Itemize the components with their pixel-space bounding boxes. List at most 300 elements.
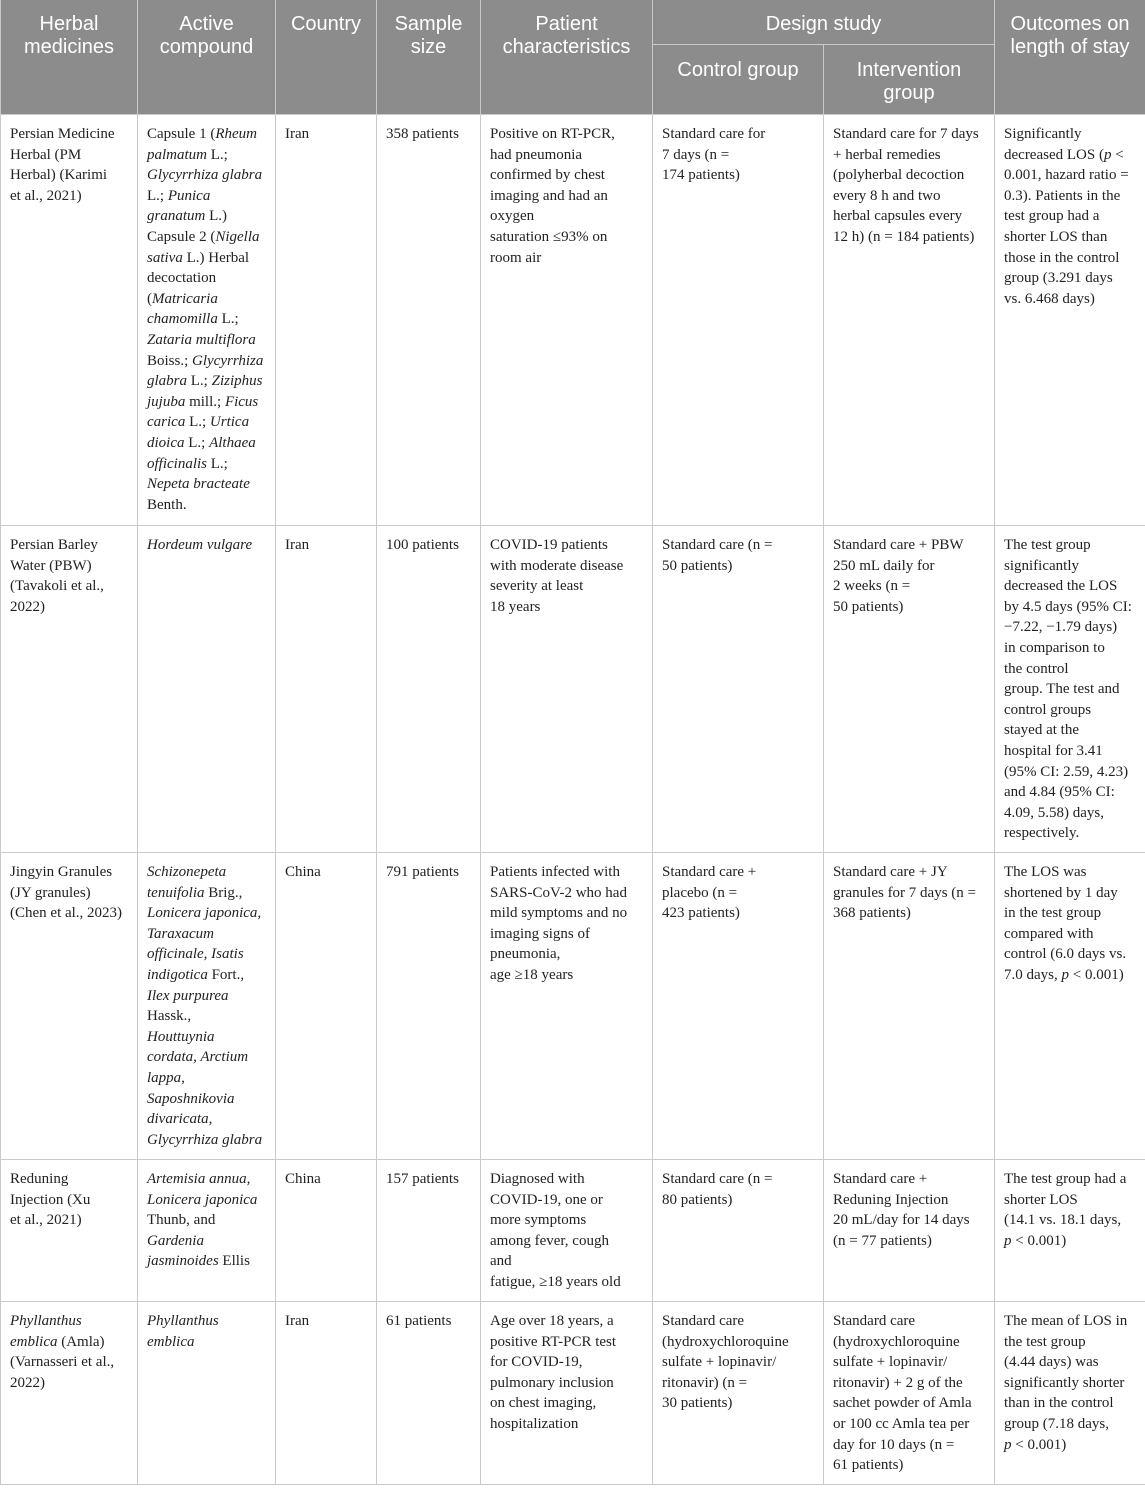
control-group-cell	[653, 1302, 824, 1485]
header-sample-size: Sample size	[377, 0, 481, 115]
italic-text: indigotica	[147, 966, 208, 983]
intervention-group-cell-line: ritonavir) + 2 g of the	[833, 1374, 963, 1391]
italic-text: jujuba	[147, 393, 186, 410]
active-compound-cell-line	[147, 1089, 266, 1110]
active-compound-cell-line	[147, 145, 266, 166]
text-segment: Capsule 1 (	[147, 126, 216, 142]
text-segment: < 0.001)	[1011, 1232, 1067, 1249]
outcomes-cell-line	[1004, 1435, 1136, 1456]
outcomes-cell-line	[1004, 638, 1136, 659]
table-row	[1, 526, 1145, 853]
patient-characteristics-cell-line: Diagnosed with	[490, 1171, 585, 1187]
text-segment: mill.;	[185, 393, 225, 410]
outcomes-cell-line	[1004, 535, 1136, 556]
italic-text: emblica	[147, 1333, 195, 1350]
text-segment: hospital for 3.41	[1004, 742, 1103, 759]
italic-text: Schizonepeta	[147, 864, 227, 880]
active-compound-cell-line	[147, 1130, 266, 1151]
outcomes-cell-line	[1004, 1352, 1136, 1373]
header-design-study: Design study	[653, 0, 995, 45]
italic-text: palmatum	[147, 146, 207, 163]
outcomes-cell-line	[1004, 227, 1136, 248]
control-group-cell-line: 50 patients)	[662, 557, 733, 574]
text-segment: <	[1111, 146, 1124, 163]
italic-text: dioica	[147, 434, 185, 451]
active-compound-cell-line	[147, 1068, 266, 1089]
italic-text: Taraxacum	[147, 925, 214, 942]
active-compound-cell-line	[147, 392, 266, 413]
outcomes-cell-line	[1004, 165, 1136, 186]
italic-text: Saposhnikovia	[147, 1090, 235, 1107]
patient-characteristics-cell-line: severity at least	[490, 578, 584, 595]
herbal-medicine-cell-line: Persian Barley	[10, 537, 98, 553]
sample-size-cell: 358 patients	[377, 115, 481, 526]
herbal-medicine-cell-line: (JY granules)	[10, 884, 91, 901]
active-compound-cell-line	[147, 186, 266, 207]
text-segment: L.;	[184, 434, 210, 451]
intervention-group-cell	[824, 526, 995, 853]
text-segment: group (3.291 days	[1004, 270, 1113, 287]
country-cell: China	[276, 853, 377, 1160]
header-intervention-group: Intervention group	[824, 45, 995, 115]
italic-text: Ficus	[224, 393, 259, 410]
patient-characteristics-cell-line: among fever, cough	[490, 1232, 609, 1249]
control-group-cell-line: Standard care +	[662, 864, 757, 880]
text-segment: The LOS was	[1004, 864, 1087, 880]
country-cell: Iran	[276, 526, 377, 853]
text-segment: and 4.84 (95% CI:	[1004, 784, 1115, 801]
italic-text: officinale, Isatis	[147, 946, 244, 963]
italic-text: Zataria multiflora	[147, 331, 256, 348]
text-segment: Fort.,	[207, 966, 245, 983]
outcomes-cell-line	[1004, 206, 1136, 227]
italic-text: Matricaria	[152, 290, 218, 307]
active-compound-cell-line	[147, 1027, 266, 1048]
header-outcomes: Outcomes on length of stay	[995, 0, 1145, 115]
outcomes-cell-line	[1004, 1190, 1136, 1211]
italic-text: emblica	[10, 1333, 58, 1350]
text-segment: the control	[1004, 660, 1069, 677]
intervention-group-cell-line: Standard care for 7 days	[833, 126, 979, 142]
outcomes-cell-line	[1004, 762, 1136, 783]
outcomes-cell-line	[1004, 617, 1136, 638]
patient-characteristics-cell-line: room air	[490, 249, 542, 266]
patient-characteristics-cell-line: saturation ≤93% on	[490, 228, 608, 245]
outcomes-cell-line	[1004, 903, 1136, 924]
outcomes-cell-line	[1004, 659, 1136, 680]
active-compound-cell-line	[147, 535, 266, 556]
outcomes-cell-line	[1004, 1373, 1136, 1394]
outcomes-cell-line	[1004, 1414, 1136, 1435]
active-compound-cell-line	[147, 433, 266, 454]
active-compound-cell	[138, 526, 276, 853]
herbal-medicine-cell-line: Water (PBW)	[10, 557, 92, 574]
herbal-medicine-cell	[1, 1302, 138, 1485]
patient-characteristics-cell	[481, 115, 653, 526]
patient-characteristics-cell-line: and	[490, 1253, 512, 1270]
outcomes-cell-line	[1004, 576, 1136, 597]
intervention-group-cell-line: herbal capsules every	[833, 208, 963, 225]
text-segment: significantly	[1004, 557, 1079, 574]
active-compound-cell-line	[147, 474, 266, 495]
text-segment: significantly shorter	[1004, 1374, 1125, 1391]
country-cell: China	[276, 1160, 377, 1302]
active-compound-cell-line	[147, 268, 266, 289]
text-segment: The mean of LOS in	[1004, 1313, 1128, 1329]
outcomes-cell-line	[1004, 1210, 1136, 1231]
outcomes-cell-line	[1004, 679, 1136, 700]
control-group-cell-line: 30 patients)	[662, 1395, 733, 1412]
outcomes-cell-line	[1004, 803, 1136, 824]
patient-characteristics-cell-line: Age over 18 years, a	[490, 1313, 614, 1329]
text-segment: (4.44 days) was	[1004, 1354, 1099, 1371]
text-segment: stayed at the	[1004, 722, 1079, 739]
header-active-compound: Active compound	[138, 0, 276, 115]
active-compound-cell-line	[147, 1190, 266, 1211]
intervention-group-cell-line: (polyherbal decoction	[833, 167, 965, 184]
text-segment: The test group	[1004, 537, 1091, 553]
active-compound-cell-line	[147, 924, 266, 945]
outcomes-cell	[995, 1160, 1145, 1302]
intervention-group-cell-line: every 8 h and two	[833, 187, 941, 204]
outcomes-cell-line	[1004, 556, 1136, 577]
herbal-medicine-cell-line: Reduning	[10, 1171, 69, 1187]
italic-text: jasminoides	[147, 1253, 219, 1270]
control-group-cell-line: Standard care	[662, 1313, 745, 1329]
active-compound-cell-line	[147, 1210, 266, 1231]
patient-characteristics-cell-line: with moderate disease	[490, 557, 624, 574]
herbal-medicine-cell-line	[10, 1352, 128, 1373]
italic-text: carica	[147, 414, 186, 431]
herbal-medicine-cell	[1, 1160, 138, 1302]
herbal-medicine-cell-line: 2022)	[10, 598, 45, 615]
herbal-medicine-cell	[1, 115, 138, 526]
text-segment: 0.001, hazard ratio =	[1004, 167, 1129, 184]
herbal-medicine-cell	[1, 526, 138, 853]
text-segment: in the test group	[1004, 905, 1102, 922]
italic-text: Glycyrrhiza glabra	[147, 167, 263, 184]
text-segment: Significantly	[1004, 126, 1082, 142]
intervention-group-cell	[824, 1160, 995, 1302]
control-group-cell-line: 174 patients)	[662, 167, 740, 184]
text-segment: (Amla)	[57, 1333, 105, 1350]
text-segment: 7.0 days,	[1004, 966, 1062, 983]
italic-text: Gardenia	[147, 1232, 204, 1249]
intervention-group-cell-line: granules for 7 days (n =	[833, 884, 977, 901]
text-segment: decreased the LOS	[1004, 578, 1118, 595]
text-segment: test group had a	[1004, 208, 1100, 225]
active-compound-cell-line	[147, 883, 266, 904]
italic-text: glabra	[147, 373, 188, 390]
text-segment: L.;	[147, 187, 168, 204]
header-country: Country	[276, 0, 377, 115]
control-group-cell-line: sulfate + lopinavir/	[662, 1354, 777, 1371]
text-segment: 0.3). Patients in the	[1004, 187, 1121, 204]
intervention-group-cell	[824, 853, 995, 1160]
active-compound-cell-line	[147, 165, 266, 186]
patient-characteristics-cell	[481, 526, 653, 853]
text-segment: L.;	[187, 373, 212, 390]
table-header	[1, 0, 1145, 115]
italic-text: p	[1061, 966, 1069, 983]
patient-characteristics-cell-line: COVID-19 patients	[490, 537, 608, 553]
active-compound-cell-line	[147, 1251, 266, 1272]
header-patient-characteristics: Patient characteristics	[481, 0, 653, 115]
intervention-group-cell-line: sachet powder of Amla	[833, 1395, 972, 1412]
italic-text: Lonicera japonica	[147, 1191, 258, 1208]
control-group-cell-line: 423 patients)	[662, 905, 740, 922]
outcomes-cell-line	[1004, 186, 1136, 207]
control-group-cell-line: ritonavir) (n =	[662, 1374, 748, 1391]
patient-characteristics-cell-line: more symptoms	[490, 1212, 587, 1229]
text-segment: (95% CI: 2.59, 4.23)	[1004, 763, 1129, 780]
outcomes-cell	[995, 1302, 1145, 1485]
active-compound-cell	[138, 1160, 276, 1302]
text-segment: those in the control	[1004, 249, 1120, 266]
outcomes-cell-line	[1004, 741, 1136, 762]
intervention-group-cell-line: Standard care + PBW	[833, 537, 964, 553]
outcomes-cell-line	[1004, 597, 1136, 618]
herbal-medicine-cell-line: et al., 2021)	[10, 187, 82, 204]
italic-text: cordata, Arctium	[147, 1049, 249, 1066]
control-group-cell-line: Standard care (n =	[662, 537, 773, 553]
text-segment: decreased LOS (	[1004, 146, 1104, 163]
intervention-group-cell-line: or 100 cc Amla tea per	[833, 1415, 970, 1432]
text-segment: L.;	[207, 146, 228, 163]
active-compound-cell-line	[147, 1311, 266, 1332]
text-segment: L.;	[217, 311, 239, 328]
active-compound-cell-line	[147, 1169, 266, 1190]
intervention-group-cell	[824, 115, 995, 526]
active-compound-cell-line	[147, 227, 266, 248]
active-compound-cell-line	[147, 309, 266, 330]
active-compound-cell-line	[147, 206, 266, 227]
active-compound-cell-line	[147, 351, 266, 372]
sample-size-cell: 791 patients	[377, 853, 481, 1160]
herbal-medicine-cell-line: Herbal) (Karimi	[10, 167, 108, 184]
text-segment: Ellis	[218, 1253, 250, 1270]
text-segment: < 0.001)	[1069, 966, 1124, 983]
text-segment: Benth.	[147, 496, 187, 513]
intervention-group-cell	[824, 1302, 995, 1485]
italic-text: Glycyrrhiza glabra	[147, 1131, 263, 1148]
text-segment: shortened by 1 day	[1004, 884, 1118, 901]
herbal-medicine-cell-line: (Chen et al., 2023)	[10, 905, 123, 922]
text-segment: respectively.	[1004, 825, 1080, 842]
active-compound-cell-line	[147, 454, 266, 475]
italic-text: granatum	[147, 208, 206, 225]
patient-characteristics-cell-line: on chest imaging,	[490, 1395, 597, 1412]
active-compound-cell-line	[147, 1047, 266, 1068]
text-segment: Thunb, and	[147, 1212, 216, 1229]
sample-size-cell: 157 patients	[377, 1160, 481, 1302]
active-compound-cell-line	[147, 248, 266, 269]
patient-characteristics-cell-line: hospitalization	[490, 1415, 579, 1432]
control-group-cell	[653, 526, 824, 853]
patient-characteristics-cell	[481, 1302, 653, 1485]
outcomes-cell-line	[1004, 289, 1136, 310]
italic-text: Ilex purpurea	[147, 987, 229, 1004]
table-row	[1, 853, 1145, 1160]
text-segment: −7.22, −1.79 days)	[1004, 619, 1118, 636]
intervention-group-cell-line: sulfate + lopinavir/	[833, 1354, 948, 1371]
outcomes-cell	[995, 115, 1145, 526]
herbal-medicine-cell-line	[10, 1373, 128, 1394]
outcomes-cell-line	[1004, 883, 1136, 904]
italic-text: p	[1103, 146, 1112, 163]
control-group-cell	[653, 1160, 824, 1302]
patient-characteristics-cell-line: Positive on RT-PCR,	[490, 126, 615, 142]
outcomes-cell	[995, 526, 1145, 853]
italic-text: Hordeum vulgare	[147, 537, 253, 553]
active-compound-cell-line	[147, 1231, 266, 1252]
text-segment: Hassk.,	[147, 1008, 192, 1025]
herbal-medicine-cell-line	[10, 1332, 128, 1353]
country-cell: Iran	[276, 1302, 377, 1485]
active-compound-cell-line	[147, 330, 266, 351]
text-segment: vs. 6.468 days)	[1004, 290, 1095, 307]
active-compound-cell-line	[147, 862, 266, 883]
active-compound-cell-line	[147, 124, 266, 145]
intervention-group-cell-line: 2 weeks (n =	[833, 578, 911, 595]
intervention-group-cell-line: (hydroxychloroquine	[833, 1333, 960, 1350]
herbal-medicine-cell-line: Persian Medicine	[10, 126, 115, 142]
italic-text: Althaea	[209, 434, 256, 451]
patient-characteristics-cell-line: pneumonia,	[490, 946, 561, 963]
text-segment: L.) Herbal	[182, 249, 250, 266]
control-group-cell-line: 7 days (n =	[662, 146, 730, 163]
table-body	[1, 115, 1145, 1485]
intervention-group-cell-line: Standard care	[833, 1313, 916, 1329]
active-compound-cell-line	[147, 944, 266, 965]
outcomes-cell-line	[1004, 1332, 1136, 1353]
table-row	[1, 1302, 1145, 1485]
patient-characteristics-cell-line: oxygen	[490, 208, 535, 225]
active-compound-cell-line	[147, 1109, 266, 1130]
herbal-medicine-cell-line	[10, 1311, 128, 1332]
italic-text: Nepeta bracteate	[147, 476, 250, 493]
control-group-cell-line: Standard care for	[662, 126, 766, 142]
text-segment: by 4.5 days (95% CI:	[1004, 598, 1132, 615]
outcomes-cell-line	[1004, 145, 1136, 166]
outcomes-cell-line	[1004, 700, 1136, 721]
text-segment: 2022)	[10, 1374, 45, 1391]
table-row	[1, 1160, 1145, 1302]
active-compound-cell	[138, 1302, 276, 1485]
italic-text: lappa,	[147, 1069, 185, 1086]
herbal-medicine-cell	[1, 853, 138, 1160]
intervention-group-cell-line: (n = 77 patients)	[833, 1232, 932, 1249]
active-compound-cell	[138, 853, 276, 1160]
text-segment: the test group	[1004, 1333, 1086, 1350]
patient-characteristics-cell-line: positive RT-PCR test	[490, 1333, 617, 1350]
herbal-medicine-cell-line: Herbal (PM	[10, 146, 82, 163]
italic-text: Artemisia annua,	[147, 1171, 251, 1187]
outcomes-cell-line	[1004, 1231, 1136, 1252]
patient-characteristics-cell-line: age ≥18 years	[490, 966, 574, 983]
intervention-group-cell-line: 20 mL/day for 14 days	[833, 1212, 970, 1229]
patient-characteristics-cell-line: imaging and had an	[490, 187, 608, 204]
outcomes-cell-line	[1004, 965, 1136, 986]
text-segment: (14.1 vs. 18.1 days,	[1004, 1212, 1122, 1229]
outcomes-cell-line	[1004, 823, 1136, 844]
patient-characteristics-cell-line: Patients infected with	[490, 864, 620, 880]
control-group-cell-line: 80 patients)	[662, 1191, 733, 1208]
patient-characteristics-cell-line: for COVID-19,	[490, 1354, 583, 1371]
italic-text: chamomilla	[147, 311, 218, 328]
text-segment: compared with	[1004, 925, 1094, 942]
text-segment: Brig.,	[204, 884, 243, 901]
italic-text: Glycyrrhiza	[192, 352, 264, 369]
outcomes-cell-line	[1004, 782, 1136, 803]
italic-text: tenuifolia	[147, 884, 205, 901]
intervention-group-cell-line: 12 h) (n = 184 patients)	[833, 228, 975, 245]
active-compound-cell-line	[147, 1006, 266, 1027]
herbal-medicine-cell-line: Injection (Xu	[10, 1191, 91, 1208]
patient-characteristics-cell-line: SARS-CoV-2 who had	[490, 884, 627, 901]
patient-characteristics-cell-line: confirmed by chest	[490, 167, 605, 184]
active-compound-cell-line	[147, 986, 266, 1007]
italic-text: Urtica	[209, 414, 250, 431]
herbal-medicine-cell-line: (Tavakoli et al.,	[10, 578, 104, 595]
outcomes-cell-line	[1004, 924, 1136, 945]
intervention-group-cell-line: day for 10 days (n =	[833, 1436, 955, 1453]
text-segment: L.;	[185, 414, 210, 431]
active-compound-cell-line	[147, 371, 266, 392]
italic-text: Phyllanthus	[10, 1313, 82, 1329]
text-segment: Capsule 2 (	[147, 228, 216, 245]
italic-text: Houttuynia	[147, 1028, 215, 1045]
intervention-group-cell-line: 61 patients)	[833, 1457, 904, 1474]
intervention-group-cell-line: 368 patients)	[833, 905, 911, 922]
patient-characteristics-cell	[481, 1160, 653, 1302]
active-compound-cell-line	[147, 495, 266, 516]
outcomes-cell-line	[1004, 720, 1136, 741]
italic-text: Phyllanthus	[147, 1313, 219, 1329]
herbal-medicine-cell-line: Jingyin Granules	[10, 864, 113, 880]
active-compound-cell-line	[147, 1332, 266, 1353]
patient-characteristics-cell-line: 18 years	[490, 598, 541, 615]
active-compound-cell-line	[147, 289, 266, 310]
text-segment: control (6.0 days vs.	[1004, 946, 1127, 963]
text-segment: control groups	[1004, 701, 1092, 718]
intervention-group-cell-line: Standard care + JY	[833, 864, 948, 880]
italic-text: p	[1004, 1436, 1012, 1453]
table-row	[1, 115, 1145, 526]
outcomes-cell-line	[1004, 862, 1136, 883]
italic-text: Rheum	[215, 126, 257, 142]
active-compound-cell-line	[147, 412, 266, 433]
sample-size-cell: 61 patients	[377, 1302, 481, 1485]
outcomes-cell-line	[1004, 1169, 1136, 1190]
italic-text: Lonicera japonica,	[147, 905, 262, 922]
intervention-group-cell-line: Reduning Injection	[833, 1191, 949, 1208]
text-segment: < 0.001)	[1011, 1436, 1067, 1453]
text-segment: L.;	[207, 455, 228, 472]
italic-text: officinalis	[147, 455, 207, 472]
intervention-group-cell-line: Standard care +	[833, 1171, 928, 1187]
text-segment: shorter LOS	[1004, 1191, 1078, 1208]
text-segment: decoctation	[147, 270, 217, 287]
header-control-group: Control group	[653, 45, 824, 115]
patient-characteristics-cell-line: had pneumonia	[490, 146, 583, 163]
italic-text: Punica	[167, 187, 211, 204]
text-segment: Boiss.;	[147, 352, 193, 369]
outcomes-cell-line	[1004, 1393, 1136, 1414]
text-segment: L.)	[205, 208, 228, 225]
control-group-cell-line: (hydroxychloroquine	[662, 1333, 789, 1350]
control-group-cell-line: Standard care (n =	[662, 1171, 773, 1187]
